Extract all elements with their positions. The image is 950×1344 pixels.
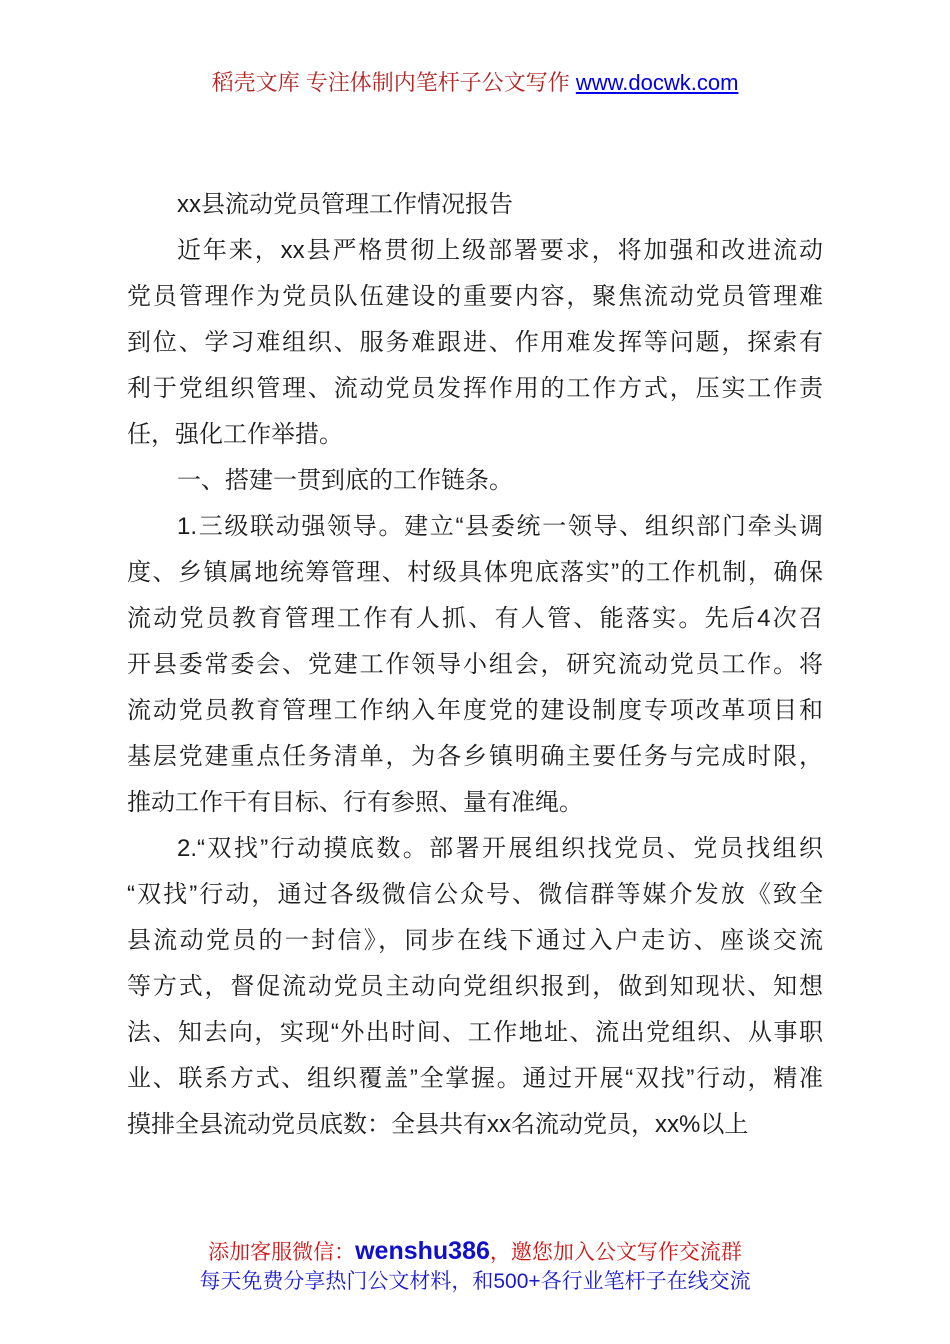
text-line: 一、搭建一贯到底的工作链条。	[177, 467, 513, 494]
site-link[interactable]: www.docwk.com	[575, 70, 739, 95]
text-line: 开县委常委会、党建工作领导小组会，研究流动党员工作。将	[127, 651, 823, 678]
footer-invite-text: ，邀您加入公文写作交流群	[489, 1241, 742, 1264]
document-body	[127, 182, 823, 1148]
text-line: 度、乡镇属地统筹管理、村级具体兜底落实”的工作机制，确保	[127, 559, 823, 586]
text-line: 流动党员教育管理工作有人抓、有人管、能落实。先后4次召	[127, 605, 823, 632]
text-line: 摸排全县流动党员底数：全县共有xx名流动党员，xx%以上	[127, 1111, 749, 1138]
paragraph	[127, 458, 823, 504]
header-banner	[0, 68, 950, 98]
text-line: 推动工作干有目标、行有参照、量有准绳。	[127, 789, 583, 816]
footer-banner	[0, 1236, 950, 1296]
brand-text: 稻壳文库 专注体制内笔杆子公文写作	[211, 70, 570, 95]
paragraph	[127, 826, 823, 1148]
text-line: “双找”行动，通过各级微信公众号、微信群等媒介发放《致全	[127, 881, 823, 908]
text-line: 利于党组织管理、流动党员发挥作用的工作方式，压实工作责	[127, 375, 823, 402]
text-line: 基层党建重点任务清单，为各乡镇明确主要任务与完成时限，	[127, 743, 823, 770]
doc-title	[127, 182, 823, 228]
text-line: 流动党员教育管理工作纳入年度党的建设制度专项改革项目和	[127, 697, 823, 724]
wechat-id: wenshu386	[355, 1237, 490, 1265]
text-line: 1.三级联动强领导。建立“县委统一领导、组织部门牵头调	[177, 513, 823, 540]
footer-contact-label: 添加客服微信：	[208, 1241, 356, 1264]
paragraph	[127, 504, 823, 826]
text-line: 法、知去向，实现“外出时间、工作地址、流出党组织、从事职	[127, 1019, 823, 1046]
text-line: 县流动党员的一封信》，同步在线下通过入户走访、座谈交流	[127, 927, 823, 954]
text-line: 任，强化工作举措。	[127, 421, 343, 448]
text-line: 业、联系方式、组织覆盖”全掌握。通过开展“双找”行动，精准	[127, 1065, 823, 1092]
text-line: 2.“双找”行动摸底数。部署开展组织找党员、党员找组织	[177, 835, 823, 862]
text-line: xx县流动党员管理工作情况报告	[177, 191, 513, 218]
text-line: 等方式，督促流动党员主动向党组织报到，做到知现状、知想	[127, 973, 823, 1000]
footer-line-1	[0, 1236, 950, 1268]
text-line: 党员管理作为党员队伍建设的重要内容，聚焦流动党员管理难	[127, 283, 823, 310]
text-line: 到位、学习难组织、服务难跟进、作用难发挥等问题，探索有	[127, 329, 823, 356]
footer-line-2: 每天免费分享热门公文材料，和500+各行业笔杆子在线交流	[199, 1270, 751, 1293]
paragraph	[127, 228, 823, 458]
text-line: 近年来，xx县严格贯彻上级部署要求，将加强和改进流动	[177, 237, 823, 264]
